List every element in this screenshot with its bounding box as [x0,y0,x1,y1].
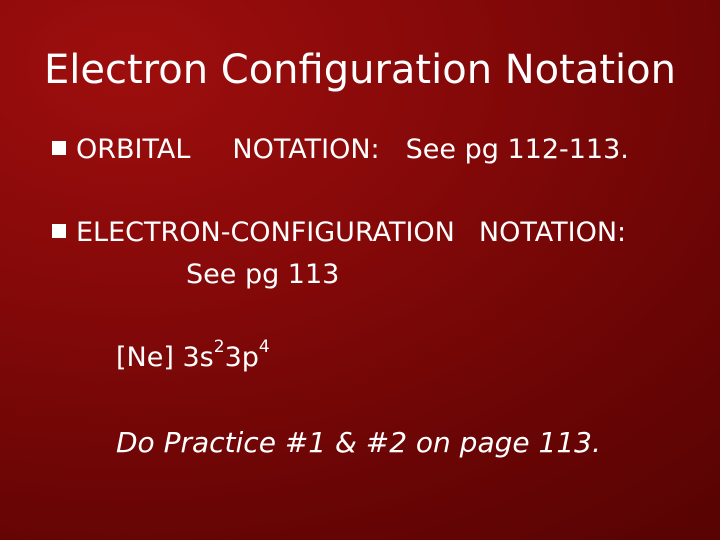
noble-gas-core: [Ne] [116,342,174,373]
electron-configuration-example [116,337,270,376]
bullet-detail: See pg 113 [186,259,340,290]
orbital-3p: 3p [224,342,259,373]
practice-instruction: Do Practice #1 & #2 on page 113. [116,426,601,459]
square-bullet-icon [52,141,66,155]
bullet-label-2: NOTATION: [232,134,380,165]
bullet-electron-configuration [52,216,626,250]
orbital-3s: 3s [182,342,214,373]
bullet-label-2: NOTATION: [478,217,627,248]
orbital-3p-electrons: 4 [258,337,270,357]
bullet-orbital-notation [52,133,629,167]
bullet-detail: See pg 112-113. [405,134,629,165]
bullet-label: ELECTRON-CONFIGURATION [76,217,455,248]
square-bullet-icon [52,224,66,238]
bullet-label: ORBITAL [76,134,191,165]
orbital-3s-electrons: 2 [213,337,225,357]
slide-title: Electron Configuration Notation [44,47,676,93]
